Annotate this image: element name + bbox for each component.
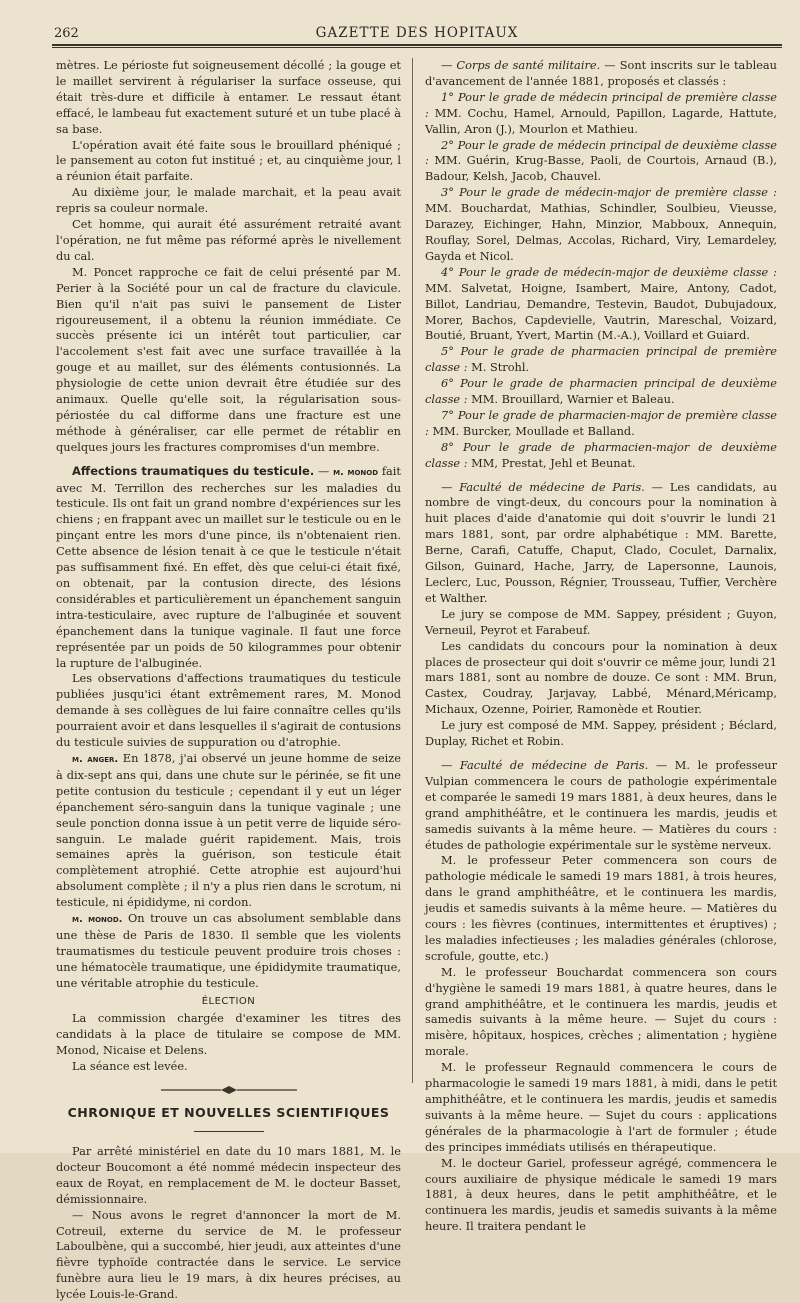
list-item-text: MM. Cochu, Hamel, Arnould, Papillon, Lagarde, Hattute, Vallin, Aron (J.), Mourlon et Mathieu. bbox=[425, 105, 778, 136]
speaker-paragraph bbox=[56, 911, 401, 992]
speaker-name: m. anger. bbox=[72, 753, 119, 765]
paragraph: M. le professeur Regnauld commencera le cours de pharmacologie le samedi 19 mars 1881, à midi, dans le petit amphithéâtre, et le continuera les mardis, jeudis et samedis suivants à la même heure. — Sujet du cours : applications générales de la pharmacologie à l'art de formuler ; étude des principes immédiats utilisés en thérapeutique. bbox=[425, 1060, 777, 1154]
paragraph: Les candidats du concours pour la nomination à deux places de prosecteur qui doit s'ouvrir ce même jour, lundi 21 mars 1881, sont au nombre de douze. Ce sont : MM. Brun, Castex, Coudray, Jarjavay, Labbé, Ménard,Méricamp, Michaux, Ozenne, Poirier, Ramonède et Routier. bbox=[425, 638, 777, 717]
paragraph: L'opération avait été faite sous le brouillard phéniqué ; le pansement au coton fut institué ; et, au cinquième jour, l a réunion était parfaite. bbox=[56, 137, 401, 184]
paragraph: La commission chargée d'examiner les titres des candidats à la place de titulaire se compose de MM. Monod, Nicaise et Delens. bbox=[56, 1011, 401, 1058]
section-text: — M. le professeur Vulpian commencera le cours de pathologie expérimentale et comparée le samedi 19 mars 1881, à deux heures, dans le grand amphithéâtre, et le continuera les mardis, jeudis et samedis suivants à la même heure. — Matières du cours : études de pathologie expérimentale sur le système nerveux. bbox=[425, 757, 777, 852]
column-divider bbox=[412, 58, 413, 1083]
list-item bbox=[425, 138, 777, 186]
paragraph: M. le docteur Gariel, professeur agrégé, commencera le cours auxiliaire de physique médicale le samedi 19 mars 1881, à deux heures, dans le petit amphithéâtre, et le continuera les mardis, jeudis et samedis suivants à la même heure. Il traitera pendant le bbox=[425, 1155, 777, 1234]
list-item bbox=[425, 265, 777, 345]
list-item bbox=[425, 90, 777, 138]
paragraph: Au dixième jour, le malade marchait, et la peau avait repris sa couleur normale. bbox=[56, 185, 401, 216]
list-item-text: MM. Salvetat, Hoigne, Isambert, Maire, Antony, Cadot, Billot, Landriau, Demandre, Testevin, Baudot, Dubujadoux, Morer, Bachos, Capdevielle, Vautrin, Mareschal, Voizard, Boutié, Bruant, Yvert, Martin (M.-A.), Voillard et Guiard. bbox=[425, 280, 777, 343]
list-item-label: 1° Pour le grade de médecin principal de première classe : bbox=[425, 89, 777, 120]
list-item-label: 5° Pour le grade de pharmacien principal de première classe : bbox=[425, 344, 777, 375]
list-item-text: MM. Guérin, Krug-Basse, Paoli, de Courtois, Arnaud (B.), Badour, Kelsh, Jacob, Chauvel. bbox=[425, 153, 777, 184]
running-title: GAZETTE DES HOPITAUX bbox=[315, 25, 519, 41]
page-number: 262 bbox=[54, 26, 79, 41]
section-text: — Les candidats, au nombre de vingt-deux, du concours pour la nomination à huit places d'aide d'anatomie qui doit s'ouvrir le lundi 21 mars 1881, sont, par ordre alphabétique : MM. Barette, Berne, Carafi, Catuffe, Chaput, Clado, Coculet, Darnalix, Gilson, Guinard, Hache, Jarry, de Lapersonne, Launois, Leclerc, Luc, Pousson, Régnier, Trousseau, Tuffier, Verchère et Walther. bbox=[425, 479, 777, 605]
paragraph: Par arrêté ministériel en date du 10 mars 1881, M. le docteur Boucomont a été nommé médecin inspecteur des eaux de Royat, en remplacement de M. le docteur Basset, démissionnaire. bbox=[56, 1144, 401, 1206]
section-paragraph bbox=[425, 758, 777, 853]
section-paragraph bbox=[425, 58, 777, 90]
page-header bbox=[52, 22, 782, 46]
section-lead: — Faculté de médecine de Paris. bbox=[441, 479, 645, 494]
paragraph: M. Poncet rapproche ce fait de celui présenté par M. Perier à la Société pour un cal de fracture du clavicule. Bien qu'il n'ait pas suivi le pansement de Lister rigoureusement, il a obtenu la réunion immédiate. Ce succès présente ici un intérêt tout particulier, car l'accolement s'est fait avec une surface travaillée à la gouge et au maillet, sur des éléments contusionnés. La physiologie de cette union devrait être étudiée sur des animaux. Quelle qu'elle soit, la régularisation sous-périostée du cal difforme dans une fracture est une méthode à généraliser, car elle permet de rétablir en quelques jours les fractures compromises d'un membre. bbox=[56, 264, 401, 454]
section-paragraph: Affections traumatiques du testicule. — m. monod fait avec M. Terrillon des recherches sur les maladies du testicule. Ils ont fait un grand nombre d'expériences sur les chiens ; en frappant avec un maillet sur le testicule ou en le pinçant entre les mors d'une pince, ils n'obtenaient rien. Cette absence de lésion tenait à ce que le testicule n'était pas suffisamment fixé. En effet, dès que celui-ci était fixé, on obtenait, par la contusion directe, des lésions considérables et particulièrement un épanchement sanguin intra-testiculaire, avec rupture de l'albuginée et souvent épanchement dans la tunique vaginale. Il faut une force représentée par un poids de 50 kilogrammes pour obtenir la rupture de l'albuginée. bbox=[56, 463, 401, 670]
list-item bbox=[425, 344, 777, 376]
list-item-text: MM. Bouchardat, Mathias, Schindler, Soulbieu, Vieusse, Darazey, Eichinger, Hahn, Minzior, Mabboux, Annequin, Rouflay, Sorel, Delmas, Accolas, Richard, Viry, Lemardeley, Gayda et Nicol. bbox=[425, 201, 777, 263]
list-item bbox=[425, 408, 777, 440]
list-item-label: 6° Pour le grade de pharmacien principal de deuxième classe : bbox=[425, 376, 777, 407]
section-paragraph bbox=[425, 480, 777, 607]
paragraph: Cet homme, qui aurait été assurément retraité avant l'opération, ne fut même pas réformé après le nivellement du cal. bbox=[56, 217, 401, 263]
speaker-text: On trouve un cas absolument semblable dans une thèse de Paris de 1830. Il semble que les violents traumatismes du testicule peuvent produire trois choses : une hématocèle traumatique, une épididymite traumatique, une véritable atrophie du testicule. bbox=[56, 911, 401, 990]
list-item-text: MM. Burcker, Moullade et Balland. bbox=[432, 423, 635, 438]
section-lead-text: fait avec M. Terrillon des recherches sur les maladies du testicule. Ils ont fait un grand nombre d'expériences sur les chiens ; en frappant avec un maillet sur le testicule ou en le pinçant entre les mors d'une pince, ils n'obtenaient rien. Cette absence de lésion tenait à ce que le testicule n'était pas suffisamment fixé. En effet, dès que celui-ci était fixé, on obtenait, par la contusion directe, des lésions considérables et particulièrement un épanchement sanguin intra-testiculaire, avec rupture de l'albuginée et souvent épanchement dans la tunique vaginale. Il faut une force représentée par un poids de 50 kilogrammes pour obtenir la rupture de l'albuginée. bbox=[56, 463, 401, 670]
list-item-text: MM. Brouillard, Warnier et Baleau. bbox=[471, 392, 675, 407]
section-lead: — Corps de santé militaire. bbox=[441, 58, 601, 72]
section-title: Affections traumatiques du testicule. bbox=[72, 463, 315, 478]
ornament-divider bbox=[159, 1085, 299, 1095]
header-rule bbox=[52, 47, 782, 48]
election-heading: ÉLECTION bbox=[201, 995, 256, 1007]
section-lead: — Faculté de médecine de Paris. bbox=[441, 757, 649, 772]
closing-line: La séance est levée. bbox=[72, 1059, 188, 1074]
list-item-text: M. Strohl. bbox=[471, 360, 530, 375]
paragraph: M. le professeur Peter commencera son cours de pathologie médicale le samedi 19 mars 1881, à trois heures, dans le grand amphithéâtre, et le continuera les mardis, jeudis et samedis suivants à la même heure. — Matières du cours : les fièvres (continues, intermittentes et éruptives) ; les maladies infectieuses ; les maladies générales (chlorose, scrofule, goutte, etc.) bbox=[425, 853, 777, 963]
list-item bbox=[425, 440, 777, 472]
paragraph: Le jury se compose de MM. Sappey, président ; Guyon, Verneuil, Peyrot et Farabeuf. bbox=[425, 606, 777, 637]
paragraph: M. le professeur Bouchardat commencera son cours d'hygiène le samedi 19 mars 1881, à quatre heures, dans le grand amphithéâtre, et le continuera les mardis, jeudis et samedis suivants à la même heure. — Sujet du cours : misère, hôpitaux, hospices, crèches ; alimentation ; hygiène morale. bbox=[425, 964, 777, 1059]
chronicle-heading: CHRONIQUE ET NOUVELLES SCIENTIFIQUES bbox=[67, 1105, 390, 1121]
speaker-paragraph bbox=[56, 751, 401, 911]
list-item bbox=[425, 376, 777, 408]
section-text: — Sont inscrits sur le tableau d'avancement de l'année 1881, proposés et classés : bbox=[425, 58, 777, 88]
speaker-name: m. monod bbox=[333, 466, 379, 478]
list-item-label: 2° Pour le grade de médecin principal de deuxième classe : bbox=[425, 137, 777, 168]
speaker-name: m. monod. bbox=[72, 914, 123, 926]
list-item-label: 3° Pour le grade de médecin-major de première classe : bbox=[441, 185, 777, 200]
left-column bbox=[56, 58, 401, 1303]
paragraph: mètres. Le périoste fut soigneusement décollé ; la gouge et le maillet servirent à régulariser la surface osseuse, qui était très-dure et difficile à entamer. Le ressaut étant effacé, le lambeau fut exactement suturé et un tube placé à sa base. bbox=[56, 58, 401, 136]
list-item-label: 8° Pour le grade de pharmacien-major de deuxième classe : bbox=[425, 439, 777, 470]
paragraph: — Nous avons le regret d'annoncer la mort de M. Cotreuil, externe du service de M. le professeur Laboulbène, qui a succombé, hier jeudi, aux atteintes d'une fièvre typhoïde contractée dans le service. Le service funèbre aura lieu le 19 mars, à dix heures précises, au lycée Louis-le-Grand. bbox=[56, 1207, 401, 1302]
right-column bbox=[425, 58, 777, 1235]
heading-rule bbox=[194, 1131, 264, 1132]
list-item-text: MM, Prestat, Jehl et Beunat. bbox=[471, 455, 636, 470]
speaker-text: En 1878, j'ai observé un jeune homme de seize à dix-sept ans qui, dans une chute sur le périnée, se fit une petite contusion du testicule ; cependant il y eut un léger épanchement séro-sanguin dans la tunique vaginale ; une seule ponction donna issue à un petit verre de liquide séro-sanguin. Le malade guérit rapidement. Mais, trois semaines après la guérison, son testicule était complètement atrophié. Cette atrophie est aujourd'hui absolument complète ; il n'y a plus rien dans le scrotum, ni testicule, ni épididyme, ni cordon. bbox=[56, 750, 401, 910]
paragraph: Les observations d'affections traumatiques du testicule publiées jusqu'ici étant extrêmement rares, M. Monod demande à ses collègues de lui faire connaître celles qu'ils pourraient avoir et dans lesquelles il s'agirait de contusions du testicule suivies de suppuration ou d'atrophie. bbox=[56, 671, 401, 750]
list-item-label: 4° Pour le grade de médecin-major de deuxième classe : bbox=[441, 264, 777, 279]
paragraph: Le jury est composé de MM. Sappey, président ; Béclard, Duplay, Richet et Robin. bbox=[425, 718, 777, 749]
list-item-label: 7° Pour le grade de pharmacien-major de première classe : bbox=[425, 407, 777, 438]
list-item bbox=[425, 185, 777, 265]
